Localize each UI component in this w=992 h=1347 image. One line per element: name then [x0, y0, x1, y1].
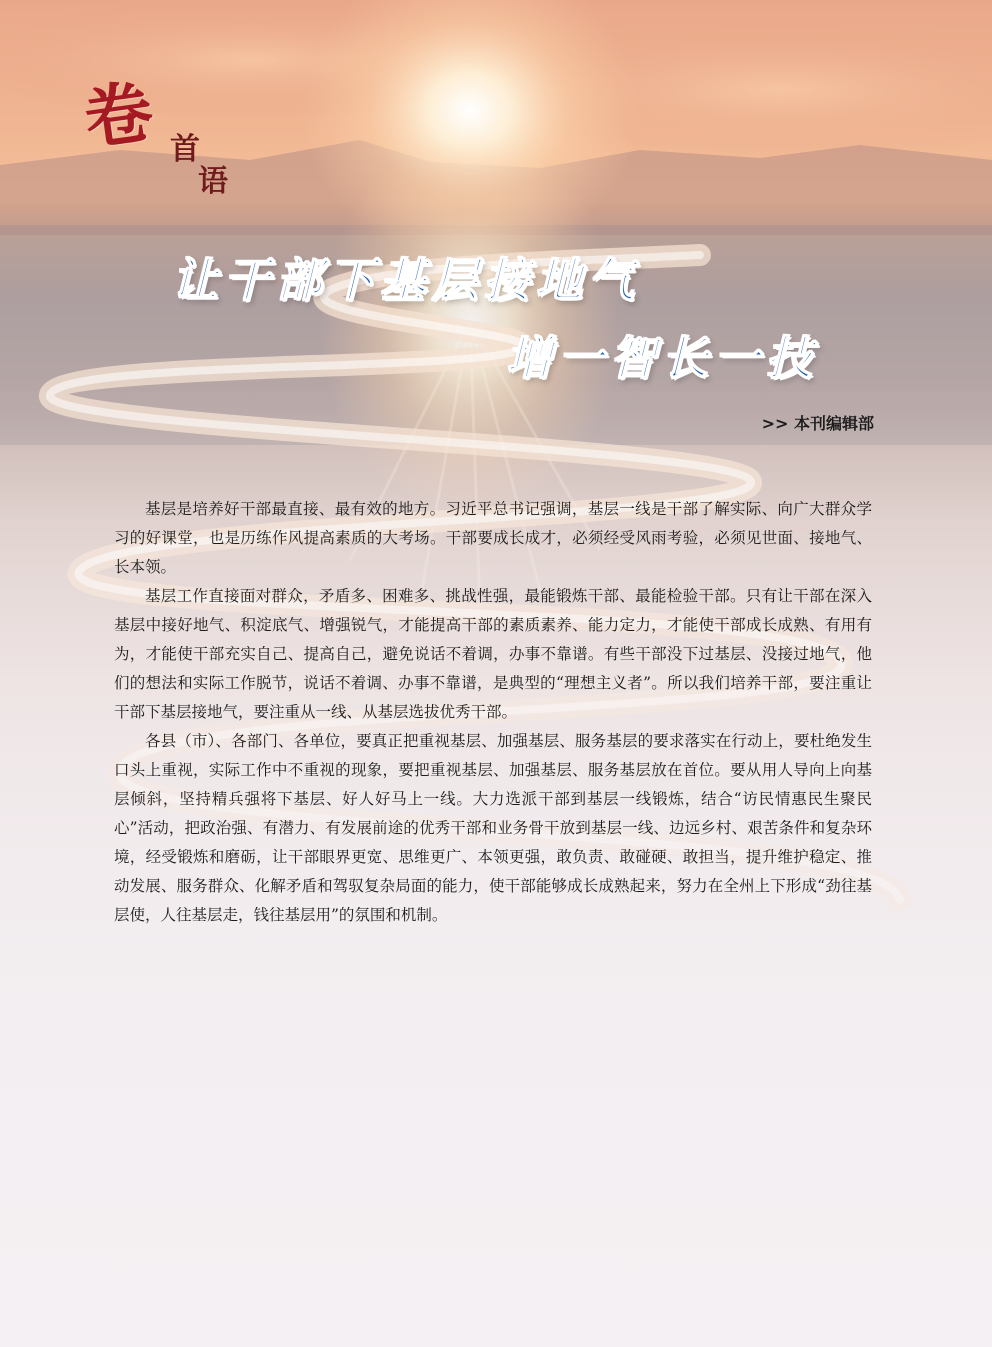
- byline: >> 本刊编辑部: [761, 414, 874, 433]
- headline-line-2: 增一智长一技: [506, 331, 818, 385]
- article-body: [114, 495, 872, 930]
- masthead-big-char: 卷: [79, 71, 159, 161]
- masthead-small-char: 首: [170, 132, 200, 167]
- column-masthead: [79, 62, 254, 202]
- article-paragraph: 基层是培养好干部最直接、最有效的地方。习近平总书记强调，基层一线是干部了解实际、向广大群众学习的好课堂，也是历练作风提高素质的大考场。干部要成长成才，必须经受风雨考验，必须见世面、接地气、长本领。: [114, 500, 872, 576]
- headline-line-1: 让干部下基层接地气: [172, 253, 640, 307]
- article-paragraph: 各县（市）、各部门、各单位，要真正把重视基层、加强基层、服务基层的要求落实在行动上，要杜绝发生口头上重视，实际工作中不重视的现象，要把重视基层、加强基层、服务基层放在首位。要从用人导向上向基层倾斜，坚持精兵强将下基层、好人好马上一线。大力选派干部到基层一线锻炼，结合“访民情惠民生聚民心”活动，把政治强、有潜力、有发展前途的优秀干部和业务骨干放到基层一线、边远乡村、艰苦条件和复杂环境，经受锻炼和磨砺，让干部眼界更宽、思维更广、本领更强，敢负责、敢碰硬、敢担当，提升维护稳定、推动发展、服务群众、化解矛盾和驾驭复杂局面的能力，使干部能够成长成熟起来，努力在全州上下形成“劲往基层使，人往基层走，钱往基层用”的氛围和机制。: [114, 732, 872, 924]
- article-paragraph: 基层工作直接面对群众，矛盾多、困难多、挑战性强，最能锻炼干部、最能检验干部。只有让干部在深入基层中接好地气、积淀底气、增强锐气，才能提高干部的素质素养、能力定力，才能使干部成长成熟、有用有为，才能使干部充实自己、提高自己，避免说话不着调，办事不靠谱。有些干部没下过基层、没接过地气，他们的想法和实际工作脱节，说话不着调、办事不靠谱，是典型的“理想主义者”。所以我们培养干部，要注重让干部下基层接地气，要注重从一线、从基层选拔优秀干部。: [114, 587, 872, 721]
- masthead-small-char: 语: [198, 164, 228, 199]
